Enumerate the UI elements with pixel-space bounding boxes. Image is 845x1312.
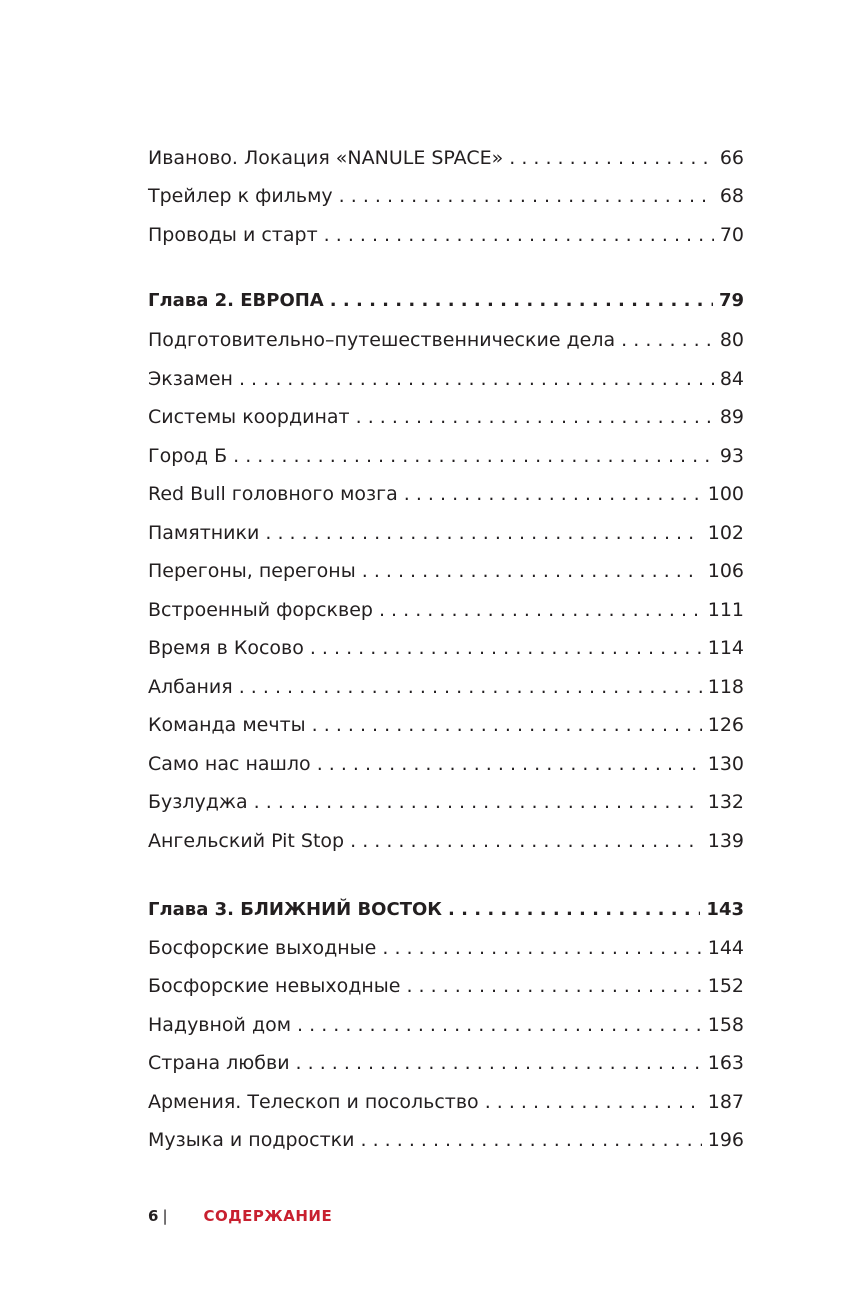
page-number: 6 bbox=[148, 1207, 159, 1225]
toc-leader-dots bbox=[339, 181, 714, 211]
toc-entry[interactable] bbox=[148, 479, 744, 509]
toc-leader-dots bbox=[239, 364, 714, 394]
toc-entry-page: 106 bbox=[707, 560, 744, 582]
toc-chapter-title: Глава 3. БЛИЖНИЙ ВОСТОК bbox=[148, 899, 442, 920]
toc-entry-page: 158 bbox=[707, 1014, 744, 1036]
toc-leader-dots bbox=[317, 749, 702, 779]
toc-entry-page: 163 bbox=[707, 1052, 744, 1074]
toc-entry-title: Встроенный форсквер bbox=[148, 599, 373, 621]
toc-entry[interactable] bbox=[148, 325, 744, 355]
toc-entry[interactable] bbox=[148, 826, 744, 856]
toc-chapter-page: 79 bbox=[718, 290, 744, 311]
toc-entry[interactable] bbox=[148, 441, 744, 471]
toc-entry[interactable] bbox=[148, 787, 744, 817]
toc-entry-title: Трейлер к фильму bbox=[148, 185, 333, 207]
toc-entry-page: 80 bbox=[719, 329, 744, 351]
toc-entry[interactable] bbox=[148, 1087, 744, 1117]
toc-entry-page: 68 bbox=[719, 185, 744, 207]
toc-leader-dots bbox=[485, 1087, 702, 1117]
toc-entry[interactable] bbox=[148, 1048, 744, 1078]
toc-leader-dots bbox=[233, 441, 714, 471]
toc-leader-dots bbox=[350, 826, 702, 856]
toc-leader-dots bbox=[448, 895, 700, 925]
toc-chapter-title: Глава 2. ЕВРОПА bbox=[148, 290, 324, 311]
toc-entry[interactable] bbox=[148, 1010, 744, 1040]
toc-entry[interactable] bbox=[148, 749, 744, 779]
toc-leader-dots bbox=[362, 556, 702, 586]
toc-entry[interactable] bbox=[148, 402, 744, 432]
toc-entry[interactable] bbox=[148, 710, 744, 740]
toc-entry-title: Подготовительно–путешественнические дела bbox=[148, 329, 616, 351]
toc-leader-dots bbox=[330, 286, 713, 316]
toc-entry-title: Ангельский Pit Stop bbox=[148, 830, 345, 852]
toc-entry-page: 196 bbox=[707, 1129, 744, 1151]
toc-leader-dots bbox=[239, 672, 702, 702]
toc-entry[interactable] bbox=[148, 672, 744, 702]
toc-entry[interactable] bbox=[148, 143, 744, 173]
toc-entry-page: 114 bbox=[707, 637, 744, 659]
toc-entry-page: 118 bbox=[707, 676, 744, 698]
toc-entry-title: Проводы и старт bbox=[148, 224, 318, 246]
toc-entry[interactable] bbox=[148, 633, 744, 663]
toc-entry-page: 111 bbox=[707, 599, 744, 621]
toc-entry-title: Команда мечты bbox=[148, 714, 306, 736]
toc-chapter-heading[interactable] bbox=[148, 286, 744, 316]
toc-entry-page: 139 bbox=[707, 830, 744, 852]
toc-entry[interactable] bbox=[148, 556, 744, 586]
toc-entry-page: 100 bbox=[707, 483, 744, 505]
toc-entry-title: Памятники bbox=[148, 522, 260, 544]
toc-entry-title: Босфорские выходные bbox=[148, 937, 377, 959]
toc-entry-title: Надувной дом bbox=[148, 1014, 292, 1036]
toc-entry[interactable] bbox=[148, 933, 744, 963]
toc-leader-dots bbox=[406, 971, 701, 1001]
toc-leader-dots bbox=[265, 518, 701, 548]
toc-entry[interactable] bbox=[148, 181, 744, 211]
toc-leader-dots bbox=[254, 787, 702, 817]
toc-chapter-heading[interactable] bbox=[148, 895, 744, 925]
toc-leader-dots bbox=[297, 1010, 702, 1040]
toc-entry-title: Город Б bbox=[148, 445, 228, 467]
toc-entry-page: 66 bbox=[719, 147, 744, 169]
toc-entry-title: Иваново. Локация «NANULE SPACE» bbox=[148, 147, 504, 169]
toc-entry-page: 84 bbox=[719, 368, 744, 390]
toc-entry-title: Экзамен bbox=[148, 368, 233, 390]
page-footer bbox=[148, 1203, 332, 1229]
toc-entry-page: 93 bbox=[719, 445, 744, 467]
toc-entry-title: Системы координат bbox=[148, 406, 350, 428]
toc-entry-title: Албания bbox=[148, 676, 233, 698]
toc-leader-dots bbox=[621, 325, 714, 355]
toc-entry-page: 89 bbox=[719, 406, 744, 428]
toc-leader-dots bbox=[312, 710, 702, 740]
toc-entry-title: Бузлуджа bbox=[148, 791, 248, 813]
toc-leader-dots bbox=[356, 402, 714, 432]
toc-entry-page: 102 bbox=[707, 522, 744, 544]
footer-separator: | bbox=[162, 1207, 168, 1225]
toc-entry[interactable] bbox=[148, 518, 744, 548]
toc-entry-page: 144 bbox=[707, 937, 744, 959]
toc-leader-dots bbox=[296, 1048, 702, 1078]
toc-leader-dots bbox=[379, 595, 702, 625]
toc-entry-title: Босфорские невыходные bbox=[148, 975, 401, 997]
toc-leader-dots bbox=[404, 479, 702, 509]
toc-entry-title: Время в Косово bbox=[148, 637, 304, 659]
toc-chapter-page: 143 bbox=[706, 899, 744, 920]
toc-entry[interactable] bbox=[148, 1125, 744, 1155]
toc-entry[interactable] bbox=[148, 364, 744, 394]
toc-entry-page: 70 bbox=[719, 224, 744, 246]
toc-entry-title: Red Bull головного мозга bbox=[148, 483, 398, 505]
toc-entry-title: Армения. Телескоп и посольство bbox=[148, 1091, 479, 1113]
running-section-title: СОДЕРЖАНИЕ bbox=[203, 1207, 333, 1225]
toc-entry[interactable] bbox=[148, 220, 744, 250]
toc-entry-page: 130 bbox=[707, 753, 744, 775]
toc-entry-page: 152 bbox=[707, 975, 744, 997]
toc-entry[interactable] bbox=[148, 595, 744, 625]
toc-entry-page: 132 bbox=[707, 791, 744, 813]
toc-entry-page: 187 bbox=[707, 1091, 744, 1113]
toc-leader-dots bbox=[382, 933, 701, 963]
toc-entry[interactable] bbox=[148, 971, 744, 1001]
toc-leader-dots bbox=[361, 1125, 702, 1155]
toc-entry-title: Страна любви bbox=[148, 1052, 290, 1074]
toc-leader-dots bbox=[310, 633, 702, 663]
toc-leader-dots bbox=[509, 143, 714, 173]
toc-leader-dots bbox=[324, 220, 714, 250]
toc-entry-title: Само нас нашло bbox=[148, 753, 311, 775]
toc-entry-page: 126 bbox=[707, 714, 744, 736]
toc-entry-title: Музыка и подростки bbox=[148, 1129, 355, 1151]
toc-entry-title: Перегоны, перегоны bbox=[148, 560, 356, 582]
